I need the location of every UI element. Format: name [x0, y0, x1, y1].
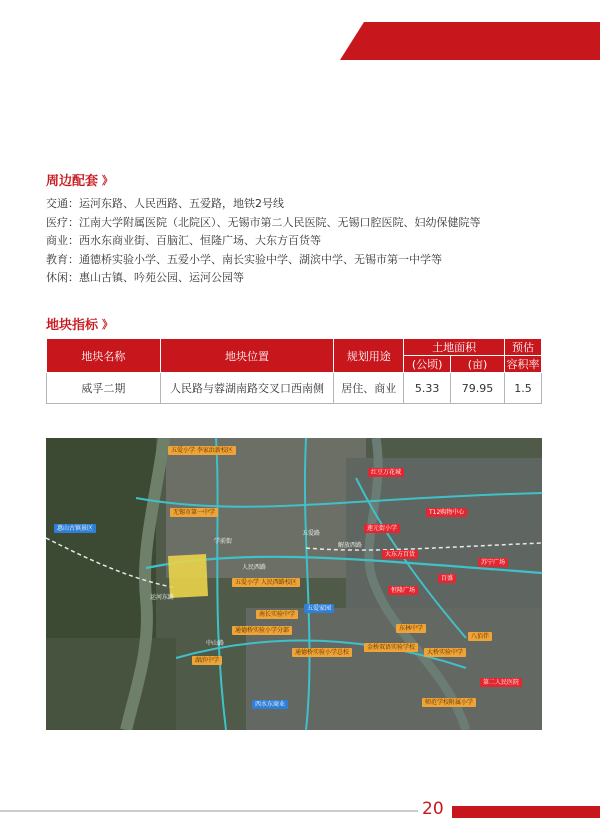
map-label: 通德桥实验小学分部 — [232, 626, 292, 635]
table-row — [47, 373, 542, 404]
double-chevron-icon: 》 — [102, 317, 114, 331]
map-label: 金桥双语实验学校 — [364, 643, 418, 652]
map-label: 第二人民医院 — [480, 678, 522, 687]
header-use: 规划用途 — [334, 339, 404, 373]
map-label: 东林中学 — [396, 624, 426, 633]
header-far-line1: 预估 — [505, 339, 542, 356]
double-chevron-icon: 》 — [102, 173, 114, 187]
location-map — [46, 438, 542, 730]
header-area: 土地面积 — [404, 339, 505, 356]
road-label: 人民西路 — [242, 564, 267, 571]
header-far-line2: 容积率 — [505, 356, 542, 373]
cell-area-ha: 5.33 — [404, 373, 451, 404]
map-label: 五爱小学 李家浜新校区 — [168, 446, 236, 455]
map-label: 五爱小学 人民西路校区 — [232, 578, 300, 587]
map-label: 五爱家园 — [304, 604, 334, 613]
cell-far: 1.5 — [505, 373, 542, 404]
map-label: 湖滨中学 — [192, 656, 222, 665]
map-label: 红豆万花城 — [368, 468, 404, 477]
map-label: 八佰伴 — [468, 632, 492, 641]
map-label: 南长实验中学 — [256, 610, 298, 619]
header-location: 地块位置 — [160, 339, 334, 373]
map-label: 恒隆广场 — [388, 586, 418, 595]
surroundings-title: 周边配套 — [46, 174, 99, 189]
cell-use: 居住、商业 — [334, 373, 404, 404]
map-label: 莲元街小学 — [364, 524, 400, 533]
plot-title: 地块指标 — [46, 318, 99, 333]
transport-line: 交通：运河东路、人民西路、五爱路，地铁2号线 — [46, 197, 284, 210]
road-label: 学前街 — [214, 538, 233, 545]
header-area-ha: (公顷) — [404, 356, 451, 373]
header-name: 地块名称 — [47, 339, 161, 373]
top-red-banner — [340, 22, 600, 60]
road-label: 解放西路 — [338, 542, 363, 549]
commerce-line: 商业：西水东商业街、百脑汇、恒隆广场、大东方百货等 — [46, 234, 321, 247]
map-label: 无锡市第一中学 — [170, 508, 218, 517]
map-label: 苏宁广场 — [478, 558, 508, 567]
map-label: 西水东商业 — [252, 700, 288, 709]
plot-spec-table — [46, 338, 542, 404]
header-area-mu: (亩) — [451, 356, 505, 373]
plot-heading — [46, 314, 113, 333]
surroundings-list — [46, 195, 481, 288]
map-label: T12购物中心 — [426, 508, 467, 517]
map-label: 师范学校附属小学 — [422, 698, 476, 707]
surroundings-heading — [46, 170, 113, 189]
page-number: 20 — [422, 799, 444, 819]
road-label: 五爱路 — [302, 530, 321, 537]
cell-location: 人民路与蓉湖南路交叉口西南侧 — [160, 373, 334, 404]
map-label: 通德桥实验小学总校 — [292, 648, 352, 657]
cell-area-mu: 79.95 — [451, 373, 505, 404]
medical-line: 医疗：江南大学附属医院（北院区）、无锡市第二人民医院、无锡口腔医院、妇幼保健院等 — [46, 215, 481, 229]
footer-red-bar — [452, 806, 600, 818]
road-label: 运河东路 — [150, 594, 175, 601]
cell-name: 威孚二期 — [47, 373, 161, 404]
map-label: 大东方百货 — [382, 550, 418, 559]
footer-divider — [0, 810, 418, 812]
road-label: 中山路 — [206, 640, 225, 647]
map-label: 百盛 — [438, 574, 456, 583]
leisure-line: 休闲：惠山古镇、吟苑公园、运河公园等 — [46, 271, 244, 284]
education-line: 教育：通德桥实验小学、五爱小学、南长实验中学、湖滨中学、无锡市第一中学等 — [46, 252, 442, 266]
map-label: 大桥实验中学 — [424, 648, 466, 657]
map-label: 惠山古镇景区 — [54, 524, 96, 533]
